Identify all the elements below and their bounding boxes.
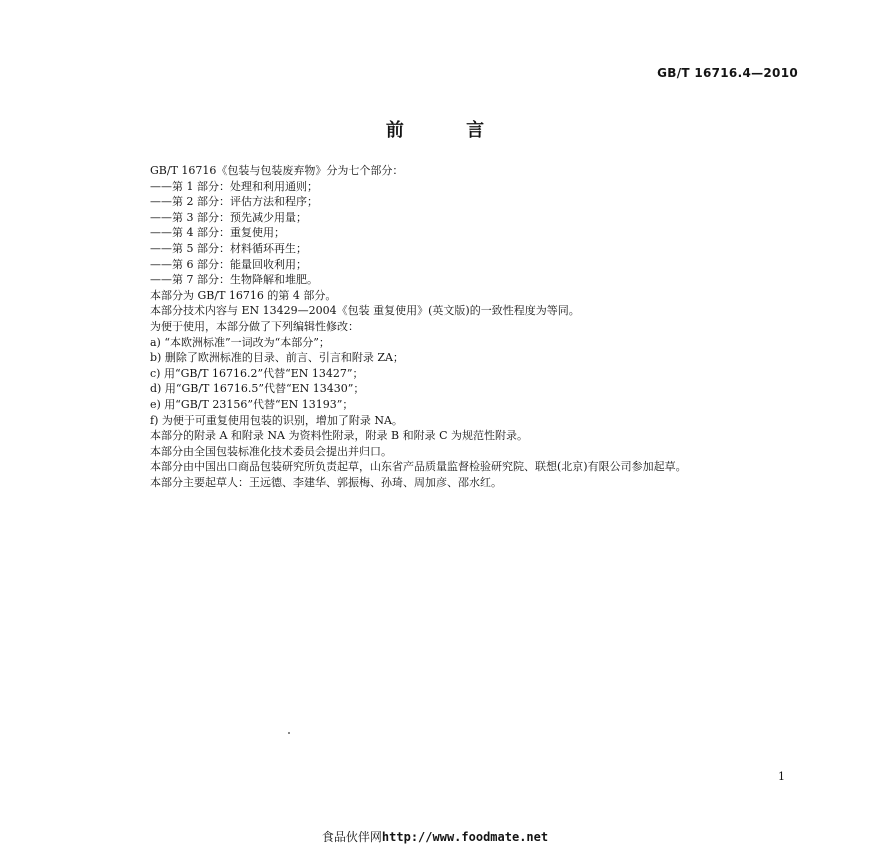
list-item: ——第 1 部分：处理和利用通则； (150, 179, 318, 193)
page-title: 前 言 (385, 120, 513, 141)
body-line: GB/T 16716《包装与包装废弃物》分为七个部分： (150, 164, 404, 177)
footer-url-link[interactable]: http://www.foodmate.net (381, 830, 549, 844)
list-item: d) 用“GB/T 16716.5”代替“EN 13430”； (150, 382, 365, 396)
list-item: ——第 2 部分：评估方法和程序； (150, 195, 318, 209)
list-item: f) 为便于可重复使用包装的识别，增加了附录 NA。 (150, 413, 403, 427)
body-line: 本部分技术内容与 EN 13429—2004《包装 重复使用》(英文版)的一致性程度为等同。 (150, 304, 580, 318)
footer (0, 828, 870, 845)
body-line: 本部分由中国出口商品包装研究所负责起草，山东省产品质量监督检验研究院、联想(北京)有限公司参加起草。 (150, 460, 687, 474)
foreword-body (120, 163, 800, 490)
list-item: a) “本欧洲标准”一词改为“本部分”； (150, 335, 330, 349)
body-line: 本部分为 GB/T 16716 的第 4 部分。 (150, 288, 337, 302)
body-line: 本部分主要起草人：王远德、李建华、郭振梅、孙琦、周加彦、邵水红。 (150, 475, 502, 489)
footer-site-name: 食品伙伴网 (321, 830, 382, 844)
body-line: 本部分的附录 A 和附录 NA 为资料性附录，附录 B 和附录 C 为规范性附录。 (150, 429, 528, 443)
list-item: ——第 4 部分：重复使用； (150, 226, 285, 240)
body-line: 为便于使用，本部分做了下列编辑性修改： (150, 319, 359, 333)
page-number: 1 (778, 770, 785, 783)
list-item: ——第 6 部分：能量回收利用； (150, 257, 307, 271)
standard-number: GB/T 16716.4—2010 (657, 66, 798, 80)
list-item: e) 用“GB/T 23156”代替“EN 13193”； (150, 397, 354, 411)
list-item: ——第 7 部分：生物降解和堆肥。 (150, 273, 318, 287)
list-item: ——第 3 部分：预先减少用量； (150, 210, 307, 224)
list-item: ——第 5 部分：材料循环再生； (150, 241, 307, 255)
list-item: b) 删除了欧洲标准的目录、前言、引言和附录 ZA； (150, 351, 404, 365)
body-line: 本部分由全国包装标准化技术委员会提出并归口。 (150, 444, 392, 458)
list-item: c) 用“GB/T 16716.2”代替“EN 13427”； (150, 366, 364, 380)
scan-dot (288, 732, 290, 734)
